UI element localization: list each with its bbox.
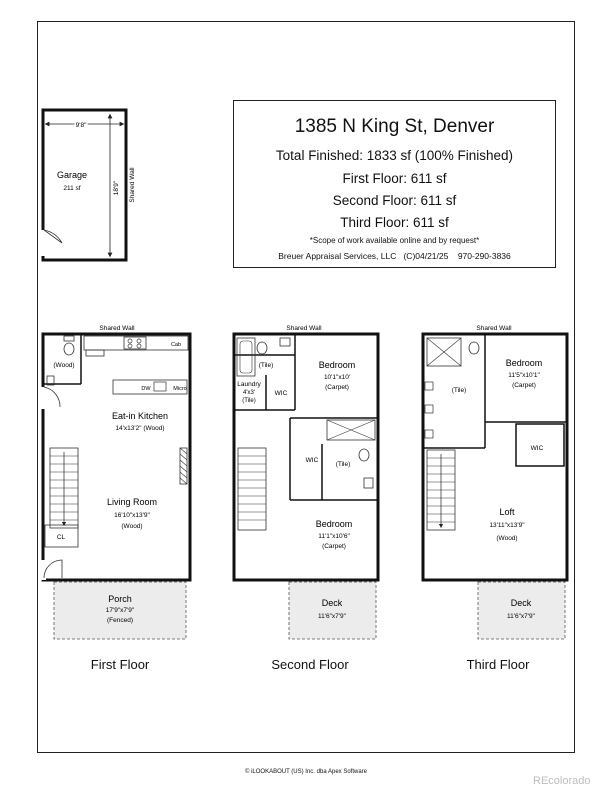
- porch-note: (Fenced): [106, 617, 134, 624]
- third-deck-dimensions: 11'6"x7'9": [507, 613, 535, 620]
- burner-icon: [128, 339, 132, 343]
- burner-icon: [137, 339, 141, 343]
- garage-plan: [40, 110, 136, 260]
- third-floor-plan: [423, 325, 567, 639]
- first-floor-label: First Floor: [90, 657, 150, 672]
- garage-depth: 18'9": [113, 180, 120, 196]
- bath2-floor: (Tile): [335, 461, 351, 468]
- burner-icon: [137, 344, 141, 348]
- island-sink-icon: [154, 382, 166, 391]
- third-deck: [478, 582, 565, 639]
- fridge-icon: [86, 350, 104, 356]
- sink-icon: [425, 430, 433, 438]
- garage-name: Garage: [56, 170, 88, 180]
- garage-door-swing: [44, 230, 62, 243]
- third-floor-label: Third Floor: [466, 657, 530, 672]
- first-floor-area: First Floor: 611 sf: [342, 171, 447, 186]
- bathtub-basin-icon: [240, 341, 252, 373]
- cabinet-label: Cab: [170, 342, 182, 348]
- garage-width: 9'8": [75, 122, 87, 129]
- laundry-name: Laundry: [237, 381, 261, 388]
- address-title: 1385 N King St, Denver: [294, 116, 495, 137]
- third-wic-label: WIC: [530, 445, 544, 452]
- second-floor-label: Second Floor: [271, 657, 349, 672]
- bedroom1-name: Bedroom: [318, 360, 356, 370]
- sink-icon: [425, 405, 433, 413]
- bedroom2-name: Bedroom: [315, 519, 353, 529]
- loft-dimensions: 13'11"x13'9": [489, 522, 525, 529]
- first-shared-wall: Shared Wall: [99, 325, 135, 332]
- laundry-floor: (Tile): [242, 398, 256, 404]
- third-shared-wall: Shared Wall: [476, 325, 512, 332]
- closet-label: CL: [56, 534, 66, 541]
- third-bath-floor: (Tile): [451, 387, 467, 394]
- third-bedroom-dimensions: 11'5"x10'1": [508, 372, 540, 379]
- kitchen-dimensions: 14'x13'2" (Wood): [115, 425, 165, 432]
- second-floor-area: Second Floor: 611 sf: [332, 193, 457, 208]
- porch-dimensions: 17'9"x7'9": [105, 607, 135, 614]
- dishwasher-label: DW: [141, 386, 151, 392]
- toilet-icon: [469, 342, 479, 354]
- third-floor-walls: [423, 334, 567, 580]
- phone-number: 970-290-3836: [457, 251, 511, 261]
- loft-floor: (Wood): [496, 535, 518, 542]
- toilet-icon: [359, 449, 369, 461]
- third-bedroom-name: Bedroom: [505, 358, 543, 368]
- bedroom2-dimensions: 11'1"x10'6": [318, 533, 350, 540]
- wic1-label: WIC: [274, 390, 288, 397]
- fireplace-hatch: [180, 448, 187, 484]
- shower-cross: [327, 420, 375, 440]
- second-deck-dimensions: 11'6"x7'9": [318, 613, 346, 620]
- third-bedroom-floor: (Carpet): [512, 382, 536, 389]
- burner-icon: [128, 344, 132, 348]
- first-entry-door: [44, 560, 62, 578]
- garage-shared-wall: Shared Wall: [129, 167, 136, 203]
- powder-room-floor: (Wood): [53, 362, 75, 369]
- garage-area: 211 sf: [63, 185, 81, 192]
- range-icon: [124, 337, 146, 349]
- second-deck: [289, 582, 376, 639]
- copyright-notice: © iLOOKABOUT (US) Inc. dba Apex Software: [244, 769, 368, 775]
- shower-cross: [427, 338, 461, 366]
- sink-icon: [280, 338, 290, 346]
- living-room-dimensions: 16'10"x13'9": [114, 512, 150, 519]
- loft-name: Loft: [499, 507, 515, 517]
- second-stairs: [238, 448, 266, 530]
- microwave-label: Micro: [173, 386, 187, 392]
- first-side-door: [44, 387, 60, 407]
- first-floor-walls: [43, 334, 190, 580]
- sink-icon: [425, 382, 433, 390]
- second-deck-name: Deck: [321, 598, 343, 608]
- living-room-name: Living Room: [106, 497, 158, 507]
- kitchen-name: Eat-in Kitchen: [111, 411, 169, 421]
- bedroom1-floor: (Carpet): [325, 384, 349, 391]
- second-stair-treads: [238, 456, 266, 520]
- second-shared-wall: Shared Wall: [286, 325, 322, 332]
- sink-icon: [364, 478, 373, 488]
- scope-note: *Scope of work available online and by request*: [309, 236, 480, 245]
- watermark: REcolorado: [533, 775, 591, 787]
- porch-name: Porch: [108, 594, 132, 604]
- third-floor-area: Third Floor: 611 sf: [340, 215, 449, 230]
- second-floor-plan: [234, 325, 378, 639]
- bedroom2-floor: (Carpet): [322, 543, 346, 550]
- report-date: (C)04/21/25: [403, 251, 449, 261]
- wic2-label: WIC: [305, 457, 319, 464]
- company-name: Breuer Appraisal Services, LLC: [278, 251, 397, 261]
- toilet-icon: [64, 343, 74, 355]
- first-door-gap: [40, 560, 46, 580]
- living-room-floor: (Wood): [121, 523, 143, 530]
- laundry-dimensions: 4'x3': [243, 390, 255, 396]
- first-floor-plan: [40, 325, 190, 639]
- total-finished: Total Finished: 1833 sf (100% Finished): [275, 148, 514, 163]
- toilet-tank-icon: [64, 336, 74, 341]
- third-deck-name: Deck: [510, 598, 532, 608]
- garage-door-gap: [40, 230, 46, 256]
- bedroom1-dimensions: 10'1"x10': [323, 374, 351, 381]
- first-side-door-gap: [40, 387, 46, 409]
- bath-floor: (Tile): [258, 362, 274, 369]
- toilet-icon: [257, 342, 267, 354]
